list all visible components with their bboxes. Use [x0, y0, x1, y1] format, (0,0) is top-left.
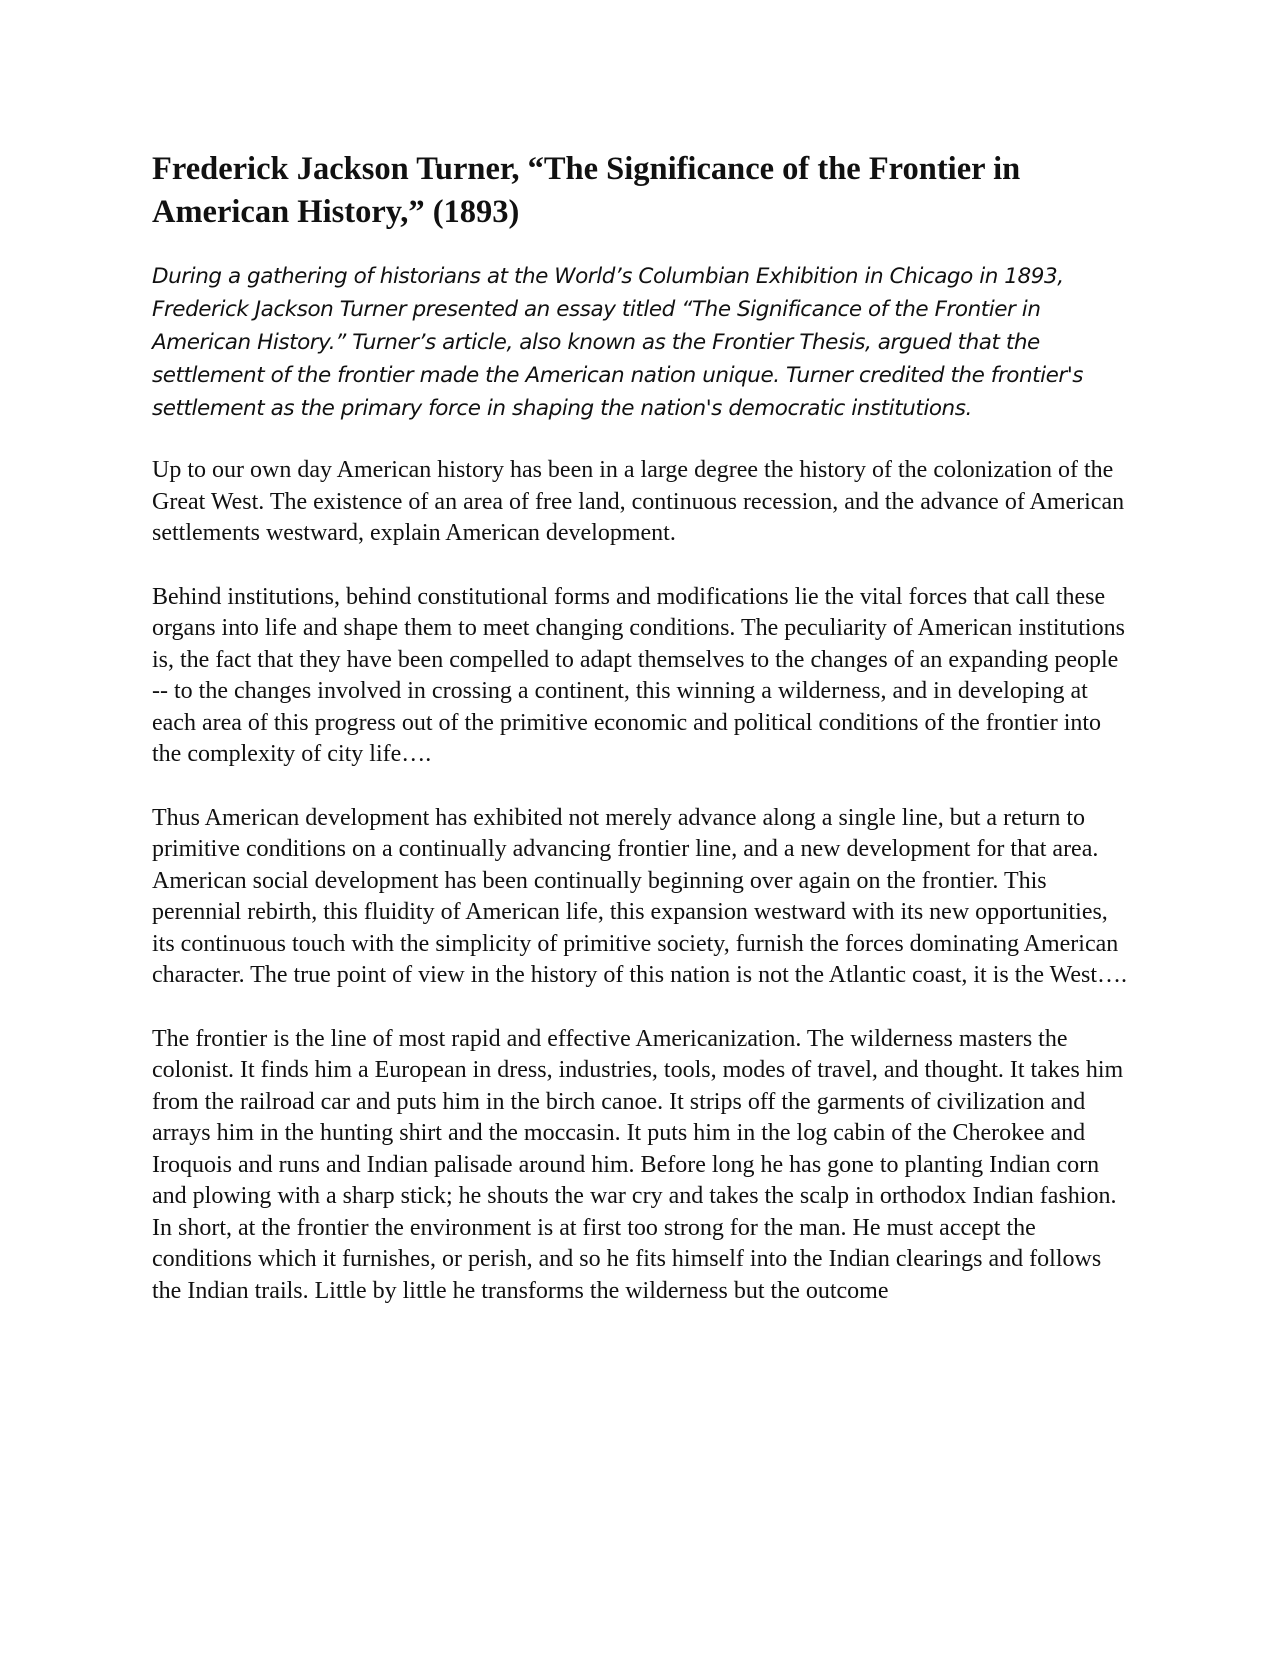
document-title: Frederick Jackson Turner, “The Significance of the Frontier in American History,” (1893): [152, 151, 1021, 230]
body-paragraph-4: The frontier is the line of most rapid and effective Americanization. The wilderness masters the colonist. It finds him a European in dress, industries, tools, modes of travel, and thought. It takes him from the railroad car and puts him in the birch canoe. It strips off the garments of civilization and arrays him in the hunting shirt and the moccasin. It puts him in the log cabin of the Cherokee and Iroquois and runs and Indian palisade around him. Before long he has gone to planting Indian corn and plowing with a sharp stick; he shouts the war cry and takes the scalp in orthodox Indian fashion. In short, at the frontier the environment is at first too strong for the man. He must accept the conditions which it furnishes, or perish, and so he fits himself into the Indian clearings and follows the Indian trails. Little by little he transforms the wilderness but the outcome: [152, 1025, 1124, 1304]
document-page: [152, 148, 1132, 1339]
intro-paragraph: During a gathering of historians at the World’s Columbian Exhibition in Chicago in 1893, Frederick Jackson Turner presented an essay titled “The Significance of the Frontier in American History.” Turner’s article, also known as the Frontier Thesis, argued that the settlement of the frontier made the American nation unique. Turner credited the frontier's settlement as the primary force in shaping the nation's democratic institutions.: [152, 264, 1084, 421]
body-paragraph-2: Behind institutions, behind constitutional forms and modifications lie the vital forces that call these organs into life and shape them to meet changing conditions. The peculiarity of American institutions is, the fact that they have been compelled to adapt themselves to the changes of an expanding people -- to the changes involved in crossing a continent, this winning a wilderness, and in developing at each area of this progress out of the primitive economic and political conditions of the frontier into the complexity of city life….: [152, 583, 1125, 767]
body-paragraph-3: Thus American development has exhibited not merely advance along a single line, but a return to primitive conditions on a continually advancing frontier line, and a new development for that area. American social development has been continually beginning over again on the frontier. This perennial rebirth, this fluidity of American life, this expansion westward with its new opportunities, its continuous touch with the simplicity of primitive society, furnish the forces dominating American character. The true point of view in the history of this nation is not the Atlantic coast, it is the West….: [152, 804, 1127, 988]
body-paragraph-1: Up to our own day American history has been in a large degree the history of the colonization of the Great West. The existence of an area of free land, continuous recession, and the advance of American settlements westward, explain American development.: [152, 457, 1125, 546]
